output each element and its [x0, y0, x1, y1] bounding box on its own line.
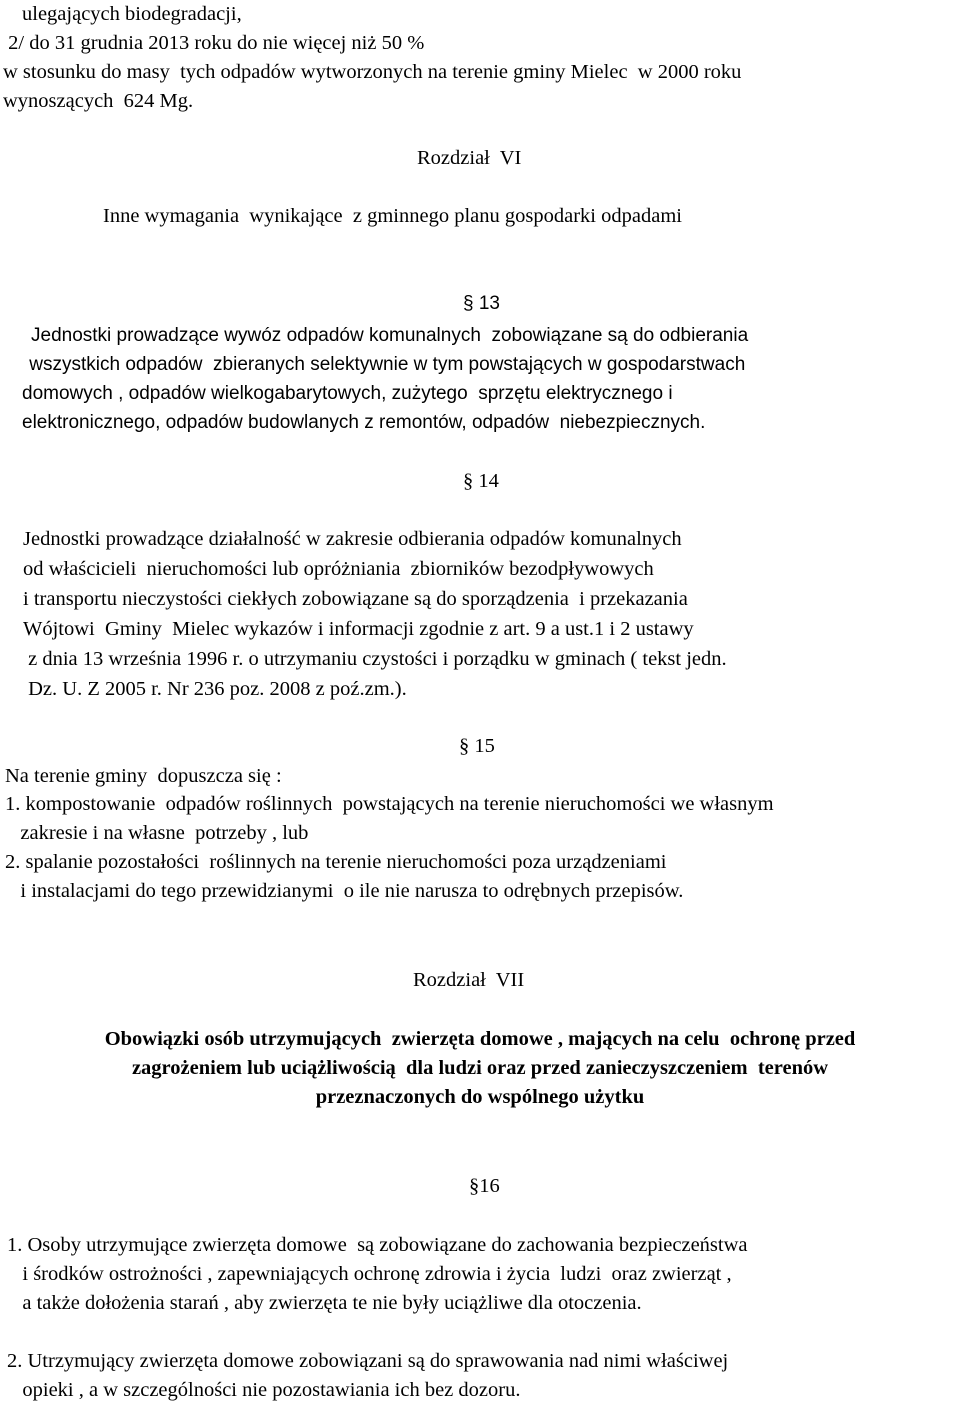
paragraph-16-line-2: i środków ostrożności , zapewniających ochronę zdrowia i życia ludzi oraz zwierząt ,	[7, 1263, 732, 1285]
top-fragment-line-1: ulegających biodegradacji,	[22, 3, 242, 25]
paragraph-14-line-5: z dnia 13 września 1996 r. o utrzymaniu czystości i porządku w gminach ( tekst jedn.	[23, 648, 727, 670]
paragraph-13-line-4: elektronicznego, odpadów budowlanych z remontów, odpadów niebezpiecznych.	[22, 412, 706, 433]
chapter-vii-title-line-2: zagrożeniem lub uciążliwością dla ludzi oraz przed zanieczyszczeniem terenów	[131, 1057, 829, 1079]
paragraph-13-line-2: wszystkich odpadów zbieranych selektywnie w tym powstających w gospodarstwach	[24, 354, 746, 375]
top-fragment-line-3: w stosunku do masy tych odpadów wytworzonych na terenie gminy Mielec w 2000 roku	[3, 61, 742, 83]
chapter-vii-heading: Rozdział VII	[413, 969, 525, 991]
top-fragment-line-4: wynoszących 624 Mg.	[3, 90, 194, 112]
chapter-vii-title-line-1: Obowiązki osób utrzymujących zwierzęta domowe , mających na celu ochronę przed	[104, 1028, 856, 1050]
paragraph-13-line-3: domowych , odpadów wielkogabarytowych, zużytego sprzętu elektrycznego i	[22, 383, 673, 404]
paragraph-16-line-3: a także dołożenia starań , aby zwierzęta te nie były uciążliwe dla otoczenia.	[7, 1292, 642, 1314]
paragraph-14-line-1: Jednostki prowadzące działalność w zakresie odbierania odpadów komunalnych	[23, 528, 682, 550]
paragraph-16-line-4: 2. Utrzymujący zwierzęta domowe zobowiązani są do sprawowania nad nimi właściwej	[7, 1350, 729, 1372]
paragraph-16-label: §16	[469, 1175, 500, 1197]
paragraph-15-intro: Na terenie gminy dopuszcza się :	[5, 765, 282, 787]
paragraph-14-label: § 14	[463, 470, 499, 492]
paragraph-15-label: § 15	[459, 735, 495, 757]
paragraph-15-line-4: i instalacjami do tego przewidzianymi o ile nie narusza to odrębnych przepisów.	[5, 880, 684, 902]
top-fragment-line-2: 2/ do 31 grudnia 2013 roku do nie więcej niż 50 %	[3, 32, 425, 54]
chapter-vi-title: Inne wymagania wynikające z gminnego planu gospodarki odpadami	[103, 205, 682, 227]
paragraph-14-line-6: Dz. U. Z 2005 r. Nr 236 poz. 2008 z poź.zm.).	[23, 678, 407, 700]
paragraph-13-line-1: Jednostki prowadzące wywóz odpadów komunalnych zobowiązane są do odbierania	[31, 325, 749, 346]
chapter-vii-title-line-3: przeznaczonych do wspólnego użytku	[315, 1086, 645, 1108]
paragraph-14-line-2: od właścicieli nieruchomości lub opróżniania zbiorników bezodpływowych	[23, 558, 654, 580]
paragraph-14-line-4: Wójtowi Gminy Mielec wykazów i informacji zgodnie z art. 9 a ust.1 i 2 ustawy	[23, 618, 694, 640]
chapter-vi-heading: Rozdział VI	[417, 147, 522, 169]
paragraph-16-line-5: opieki , a w szczególności nie pozostawiania ich bez dozoru.	[7, 1379, 521, 1401]
paragraph-16-line-1: 1. Osoby utrzymujące zwierzęta domowe są zobowiązane do zachowania bezpieczeństwa	[7, 1234, 748, 1256]
paragraph-15-line-1: 1. kompostowanie odpadów roślinnych powstających na terenie nieruchomości we własnym	[5, 793, 774, 815]
paragraph-15-line-3: 2. spalanie pozostałości roślinnych na terenie nieruchomości poza urządzeniami	[5, 851, 667, 873]
paragraph-14-line-3: i transportu nieczystości ciekłych zobowiązane są do sporządzenia i przekazania	[23, 588, 688, 610]
paragraph-13-label: § 13	[463, 293, 500, 314]
paragraph-15-line-2: zakresie i na własne potrzeby , lub	[5, 822, 309, 844]
